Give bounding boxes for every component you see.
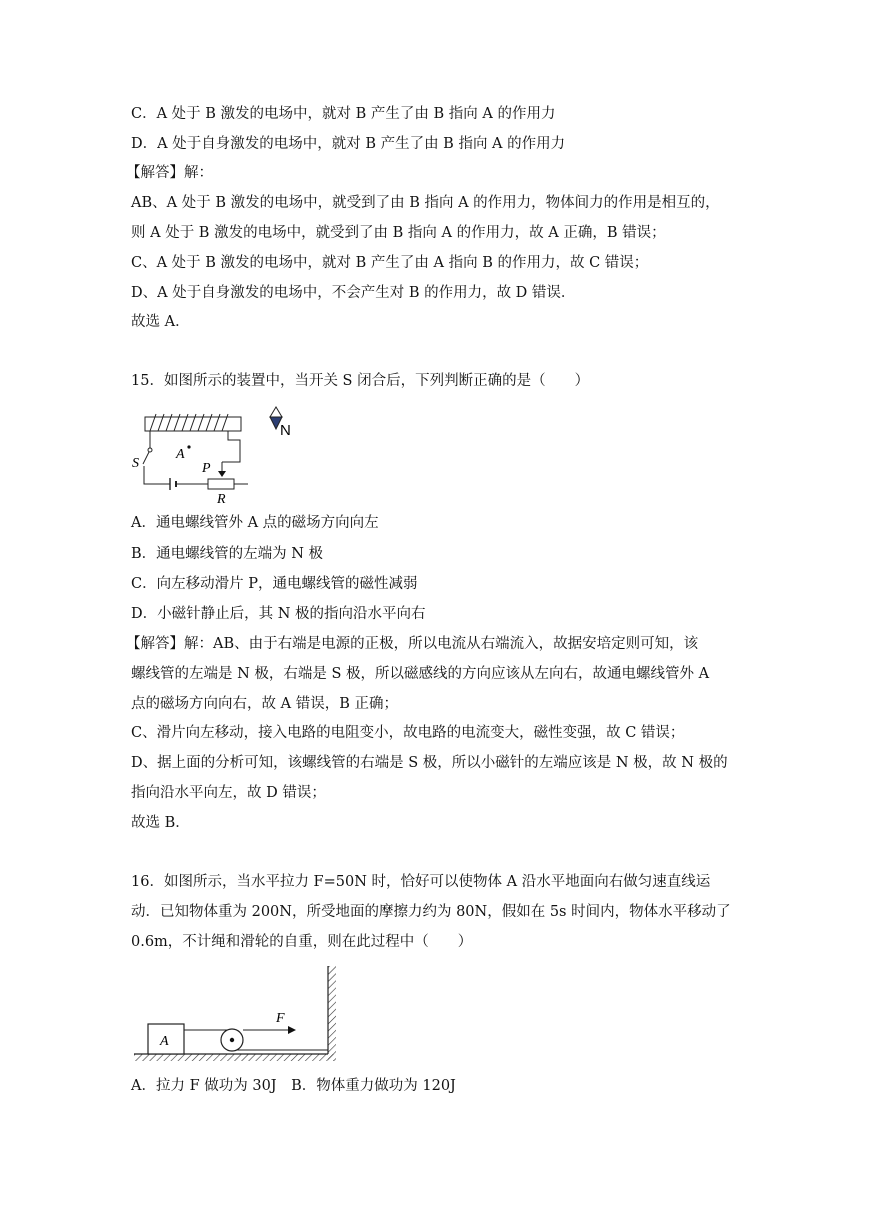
slider-p-arrowhead: [218, 471, 226, 477]
q15-answer-line-6: 指向沿水平向左，故 D 错误；: [131, 785, 326, 801]
q14-answer-line-1: AB、A 处于 B 激发的电场中，就受到了由 B 指向 A 的作用力，物体间力的作用是相互的，: [131, 195, 720, 211]
q15-circuit-figure: [130, 402, 305, 510]
rheostat: [208, 479, 234, 489]
q16-stem-line-1: 16．如图所示，当水平拉力 F=50N 时，恰好可以使物体 A 沿水平地面向右做匀速直线运: [131, 874, 711, 890]
q15-option-b: B．通电螺线管的左端为 N 极: [131, 546, 324, 562]
q15-answer-line-4: C、滑片向左移动，接入电路的电阻变小，故电路的电流变大，磁性变强，故 C 错误；: [131, 725, 685, 741]
compass-needle-top: [270, 407, 282, 417]
label-resistor-r: R: [217, 492, 226, 507]
q15-option-c: C．向左移动滑片 P，通电螺线管的磁性减弱: [131, 576, 418, 592]
label-slider-p: P: [202, 461, 211, 476]
q15-answer-line-1: 【解答】解：AB、由于右端是电源的正极，所以电流从右端流入，故据安培定则可知，该: [126, 636, 699, 652]
force-f-arrowhead: [288, 1026, 296, 1034]
q16-options-line: A．拉力 F 做功为 30J B．物体重力做功为 120J: [131, 1078, 456, 1094]
q14-option-c: C．A 处于 B 激发的电场中，就对 B 产生了由 B 指向 A 的作用力: [131, 106, 556, 122]
q15-stem: 15．如图所示的装置中，当开关 S 闭合后，下列判断正确的是（ ）: [131, 373, 590, 389]
circuit-wires: [144, 431, 248, 484]
label-switch-s: S: [132, 456, 139, 471]
label-force-f: F: [276, 1011, 285, 1026]
label-point-a: A: [176, 447, 185, 462]
q15-answer-line-3: 点的磁场方向向右，故 A 错误，B 正确；: [131, 696, 398, 712]
ground-hatching: [134, 1054, 334, 1061]
q14-answer-line-3: C、A 处于 B 激发的电场中，就对 B 产生了由 A 指向 B 的作用力，故 C 错误；: [131, 255, 649, 271]
q16-stem-line-3: 0.6m，不计绳和滑轮的自重，则在此过程中（ ）: [131, 934, 473, 950]
q15-answer-line-5: D、据上面的分析可知，该螺线管的右端是 S 极，所以小磁针的左端应该是 N 极，故 N 极的: [131, 755, 728, 771]
q15-answer-line-7: 故选 B．: [131, 815, 190, 831]
switch-s: [143, 448, 152, 464]
q14-answer-heading: 【解答】解：: [126, 165, 213, 181]
pulley-axle: [230, 1038, 234, 1042]
q15-answer-line-2: 螺线管的左端是 N 极，右端是 S 极，所以磁感线的方向应该从左向右，故通电螺线管外 A: [131, 666, 710, 682]
battery: [170, 478, 176, 490]
q15-option-a: A．通电螺线管外 A 点的磁场方向向左: [131, 515, 379, 531]
q14-answer-line-2: 则 A 处于 B 激发的电场中，就受到了由 B 指向 A 的作用力，故 A 正确，B 错误；: [131, 225, 666, 241]
q15-option-d: D．小磁针静止后，其 N 极的指向沿水平向右: [131, 606, 426, 622]
label-needle-n: N: [280, 422, 291, 439]
q14-answer-line-4: D、A 处于自身激发的电场中，不会产生对 B 的作用力，故 D 错误．: [131, 285, 576, 301]
q16-pulley-figure: [128, 962, 348, 1070]
q14-answer-line-5: 故选 A．: [131, 314, 190, 330]
wall-hatching: [328, 966, 336, 1061]
q16-stem-line-2: 动．已知物体重为 200N，所受地面的摩擦力约为 80N，假如在 5s 时间内，物体水平移动了: [131, 904, 731, 920]
label-block-a: A: [160, 1034, 169, 1049]
point-a-dot: [187, 445, 190, 448]
q14-option-d: D．A 处于自身激发的电场中，就对 B 产生了由 B 指向 A 的作用力: [131, 136, 566, 152]
